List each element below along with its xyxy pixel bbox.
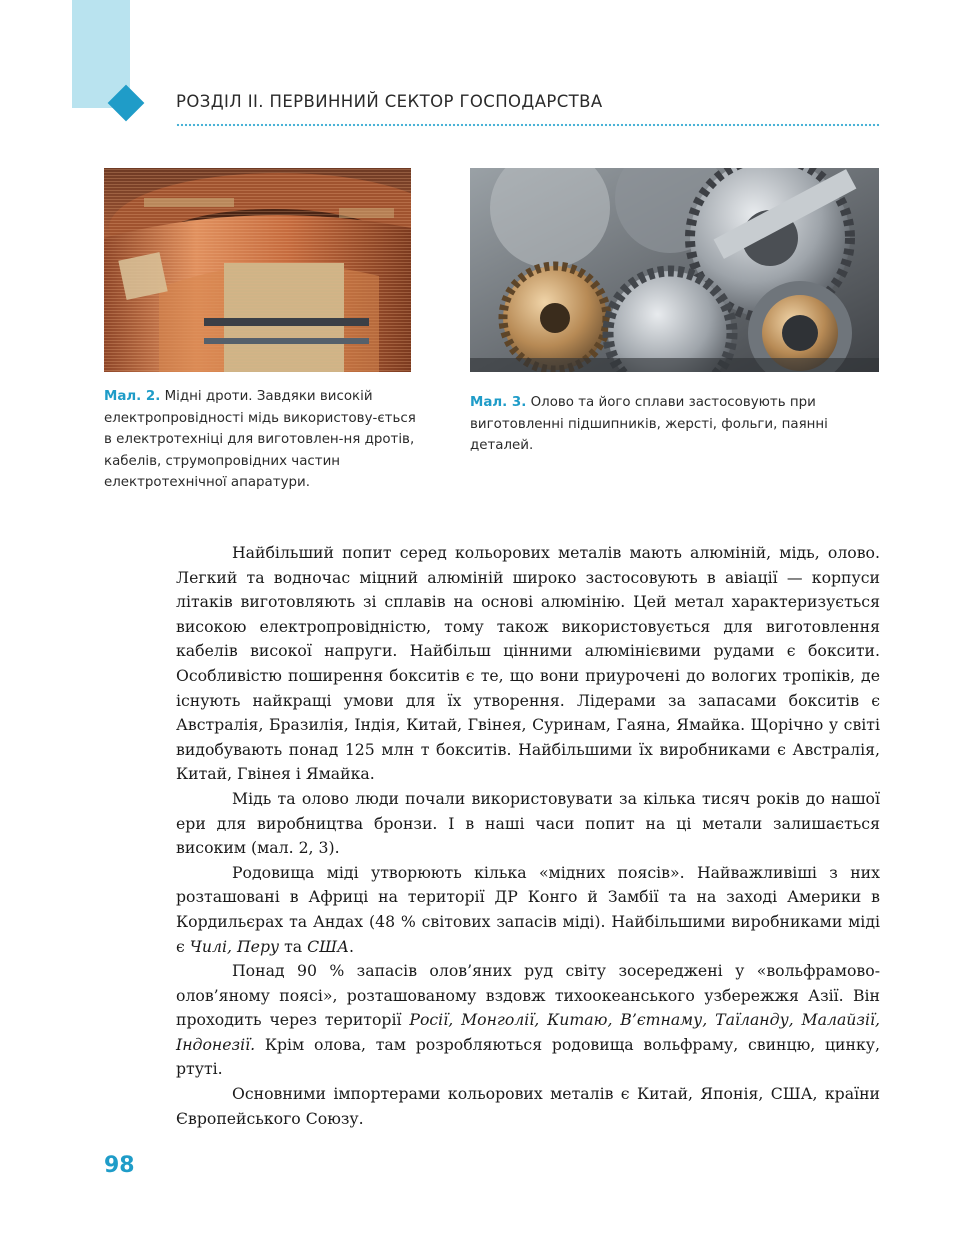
main-text bbox=[176, 541, 880, 1131]
paragraph-1: Найбільший попит серед кольорових металів мають алюміній, мідь, олово. Легкий та водночас міцний алюміній широко застосовують в авіації — корпуси літаків виготовляють зі сплавів на основі алюмінію. Цей метал характеризується високою електропровідністю, тому також використовується для виготовлення кабелів високої напруги. Найбільш цінними алюмінієвими рудами є боксити. Особливістю поширення бокситів є те, що вони приурочені до вологих тропіків, де існують найкращі умови для їх утворення. Лідерами за запасами бокситів є Австралія, Бразилія, Індія, Китай, Гвінея, Суринам, Гаяна, Ямайка. Щорічно у світі видобувають понад 125 млн т бокситів. Найбільшими їх виробниками є Австралія, Китай, Гвінея і Ямайка. bbox=[176, 543, 880, 784]
figure-3-text: Олово та його сплави застосовують при виготовленні підшипників, жерсті, фольги, паянні деталей. bbox=[470, 395, 828, 453]
paragraph-4-text-a: Понад 90 % запасів олов’яних руд світу зосереджені у «вольфрамово-олов’яному поясі», розташованому вздовж тихоокеанського узбережжя Азії. Він проходить через території bbox=[176, 961, 880, 1030]
header-dotted-divider bbox=[176, 122, 880, 128]
paragraph-3 bbox=[176, 861, 880, 959]
paragraph-4-italic: Росії, Монголії, Китаю, В’єтнаму, Таїланду, Малайзії, Індонезії. bbox=[176, 1010, 880, 1054]
paragraph-5: Основними імпортерами кольорових металів є Китай, Японія, США, країни Європейського Союзу. bbox=[176, 1084, 880, 1128]
paragraph-3-text-a: Родовища міді утворюють кілька «мідних поясів». Найважливіші з них розташовані в Африці на території ДР Конго й Замбії та на заході Америки в Кордильєрах та Андах (48 % світових запасів міді). Найбільшими виробниками міді є bbox=[176, 862, 880, 956]
paragraph-3-italic-1: Чилі, Перу bbox=[189, 936, 280, 956]
gears-photo bbox=[470, 168, 879, 372]
figure-2-text: Мідні дроти. Завдяки високій електропровідності мідь використову-ється в електротехніці для виготовлен-ня дротів, кабелів, струмопровідних частин електротехнічної апаратури. bbox=[104, 389, 416, 490]
paragraph-3-text-b: та bbox=[284, 936, 303, 956]
figure-2-caption bbox=[104, 386, 424, 494]
page-number: 98 bbox=[104, 1153, 135, 1178]
section-title: РОЗДІЛ ІІ. ПЕРВИННИЙ СЕКТОР ГОСПОДАРСТВА bbox=[176, 92, 603, 111]
copper-wire-photo bbox=[104, 168, 411, 372]
paragraph-3-italic-2: США bbox=[307, 936, 349, 956]
paragraph-4-text-b: Крім олова, там розробляються родовища вольфраму, свинцю, цинку, ртуті. bbox=[176, 1034, 880, 1079]
paragraph-4 bbox=[176, 959, 880, 1082]
figure-3-label: Мал. 3. bbox=[470, 395, 527, 410]
paragraph-3-text-c: . bbox=[348, 936, 354, 956]
paragraph-2: Мідь та олово люди почали використовувати за кілька тисяч років до нашої ери для виробництва бронзи. І в наші часи попит на ці метали залишається високим (мал. 2, 3). bbox=[176, 788, 880, 858]
figure-3-caption bbox=[470, 392, 880, 457]
figure-2-label: Мал. 2. bbox=[104, 389, 161, 404]
